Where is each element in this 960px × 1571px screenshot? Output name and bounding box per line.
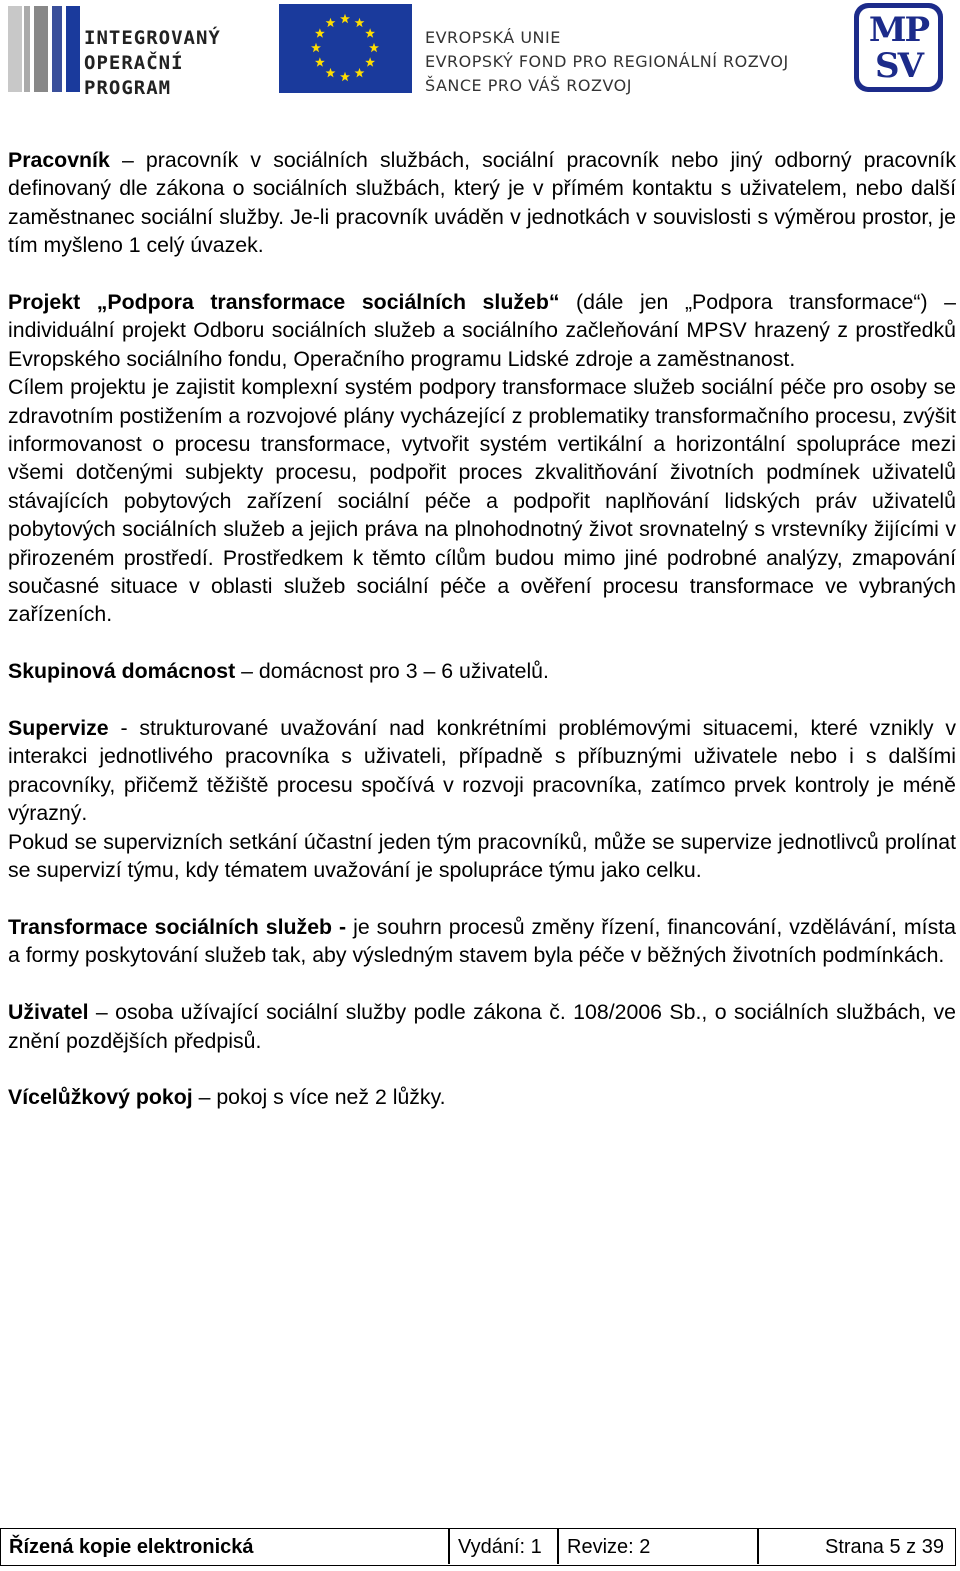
glossary-entry-supervize (8, 714, 956, 828)
glossary-entry-pracovnik (8, 146, 956, 260)
eu-star-icon (326, 68, 336, 77)
eu-star-icon (369, 43, 379, 52)
eu-star-icon (315, 57, 325, 66)
eu-star-icon (326, 18, 336, 27)
eu-star-icon (315, 28, 325, 37)
eu-logo-text: EVROPSKÁ UNIE EVROPSKÝ FOND PRO REGIONÁLNÍ ROZVOJ ŠANCE PRO VÁŠ ROZVOJ (425, 28, 789, 95)
definition: (dále jen „Podpora transformace“) – individuální projekt Odboru sociálních služeb a sociálního začleňování MPSV hrazený z prostředků Evropského sociálního fondu, Operačního programu Lidské zdroje a zaměstnanost. (8, 290, 956, 371)
eu-star-icon (365, 28, 375, 37)
eu-star-icon (340, 14, 350, 23)
page-footer (0, 1528, 956, 1566)
glossary-entry-viceluzkovy-pokoj (8, 1083, 956, 1111)
definition: – pokoj s více než 2 lůžky. (198, 1085, 446, 1110)
eu-star-icon (311, 43, 321, 52)
definition: – domácnost pro 3 – 6 uživatelů. (241, 659, 549, 684)
definition: je souhrn procesů změny řízení, financování, vzdělávání, místa a formy poskytování služeb tak, aby výsledným stavem byla péče v běžných životních podmínkách. (8, 914, 956, 968)
page-number: Strana 5 z 39 (825, 1536, 944, 1558)
glossary-content (8, 146, 956, 1112)
definition: - strukturované uvažování nad konkrétními problémovými situacemi, které vznikly v interakci jednotlivého pracovníka s uživateli, případně s příbuznými uživatele nebo i s dalšími pracovníky, přičemž těžiště procesu spočívá v rozvoji pracovníka, zatímco prvek kontroly je méně výrazný. (8, 716, 956, 826)
eu-star-icon (355, 18, 365, 27)
mpsv-logo-mp: MP (868, 10, 929, 50)
term: Supervize (8, 716, 109, 741)
eu-star-icon (340, 72, 350, 81)
term: Skupinová domácnost (8, 659, 236, 684)
revision-label: Revize: 2 (567, 1536, 651, 1558)
mpsv-logo (854, 3, 943, 92)
copy-label: Řízená kopie elektronická (9, 1536, 254, 1558)
definition: – pracovník v sociálních službách, sociální pracovník nebo jiný odborný pracovník definovaný dle zákona o sociálních službách, který je v přímém kontaktu s uživatelem, nebo další zaměstnanec sociální služby. Je-li pracovník uváděn v jednotkách v souvislosti s výměrou prostor, je tím myšleno 1 celý úvazek. (8, 148, 956, 258)
term: Projekt „Podpora transformace sociálních služeb“ (8, 290, 560, 315)
glossary-entry-projekt-continued: Cílem projektu je zajistit komplexní systém podpory transformace služeb sociální péče pro osoby se zdravotním postižením a rozvojové plány vycházející z problematiky transformačního procesu, zvýšit informovanost o procesu transformace, vytvořit systém vertikální a horizontální spolupráce mezi všemi dotčenými subjekty procesu, podpořit proces zkvalitňování životních podmínek uživatelů stávajících pobytových zařízení sociální péče a podpořit naplňování lidských práv uživatelů pobytových sociálních služeb a jejich práva na plnohodnotný život srovnatelný s vrstevníky žijícími v přirozeném prostředí. Prostředkem k těmto cílům budou mimo jiné podrobné analýzy, zmapování současné situace v oblasti služeb sociální péče a ověření procesu transformace ve vybraných zařízeních. (8, 375, 956, 627)
eu-star-icon (355, 68, 365, 77)
term: Vícelůžkový pokoj (8, 1085, 193, 1110)
term: Pracovník (8, 148, 110, 172)
glossary-entry-skupinova-domacnost (8, 657, 956, 685)
term: Transformace sociálních služeb - (8, 914, 347, 939)
term: Uživatel (8, 1000, 89, 1025)
mpsv-logo-sv: SV (875, 46, 922, 86)
glossary-entry-projekt (8, 288, 956, 373)
glossary-entry-supervize-continued: Pokud se supervizních setkání účastní jeden tým pracovníků, může se supervize jednotlivců prolínat se supervizí týmu, kdy tématem uvažování je spolupráce týmu jako celku. (8, 829, 956, 883)
edition-label: Vydání: 1 (458, 1536, 542, 1558)
iop-logo-text: INTEGROVANÝ OPERAČNÍ PROGRAM (84, 27, 221, 99)
glossary-entry-transformace (8, 913, 956, 970)
glossary-entry-uzivatel (8, 998, 956, 1055)
eu-star-icon (365, 57, 375, 66)
page-header (0, 0, 960, 110)
eu-flag-icon (279, 4, 412, 93)
definition: – osoba užívající sociální služby podle zákona č. 108/2006 Sb., o sociálních službách, ve znění pozdějších předpisů. (8, 1000, 956, 1053)
